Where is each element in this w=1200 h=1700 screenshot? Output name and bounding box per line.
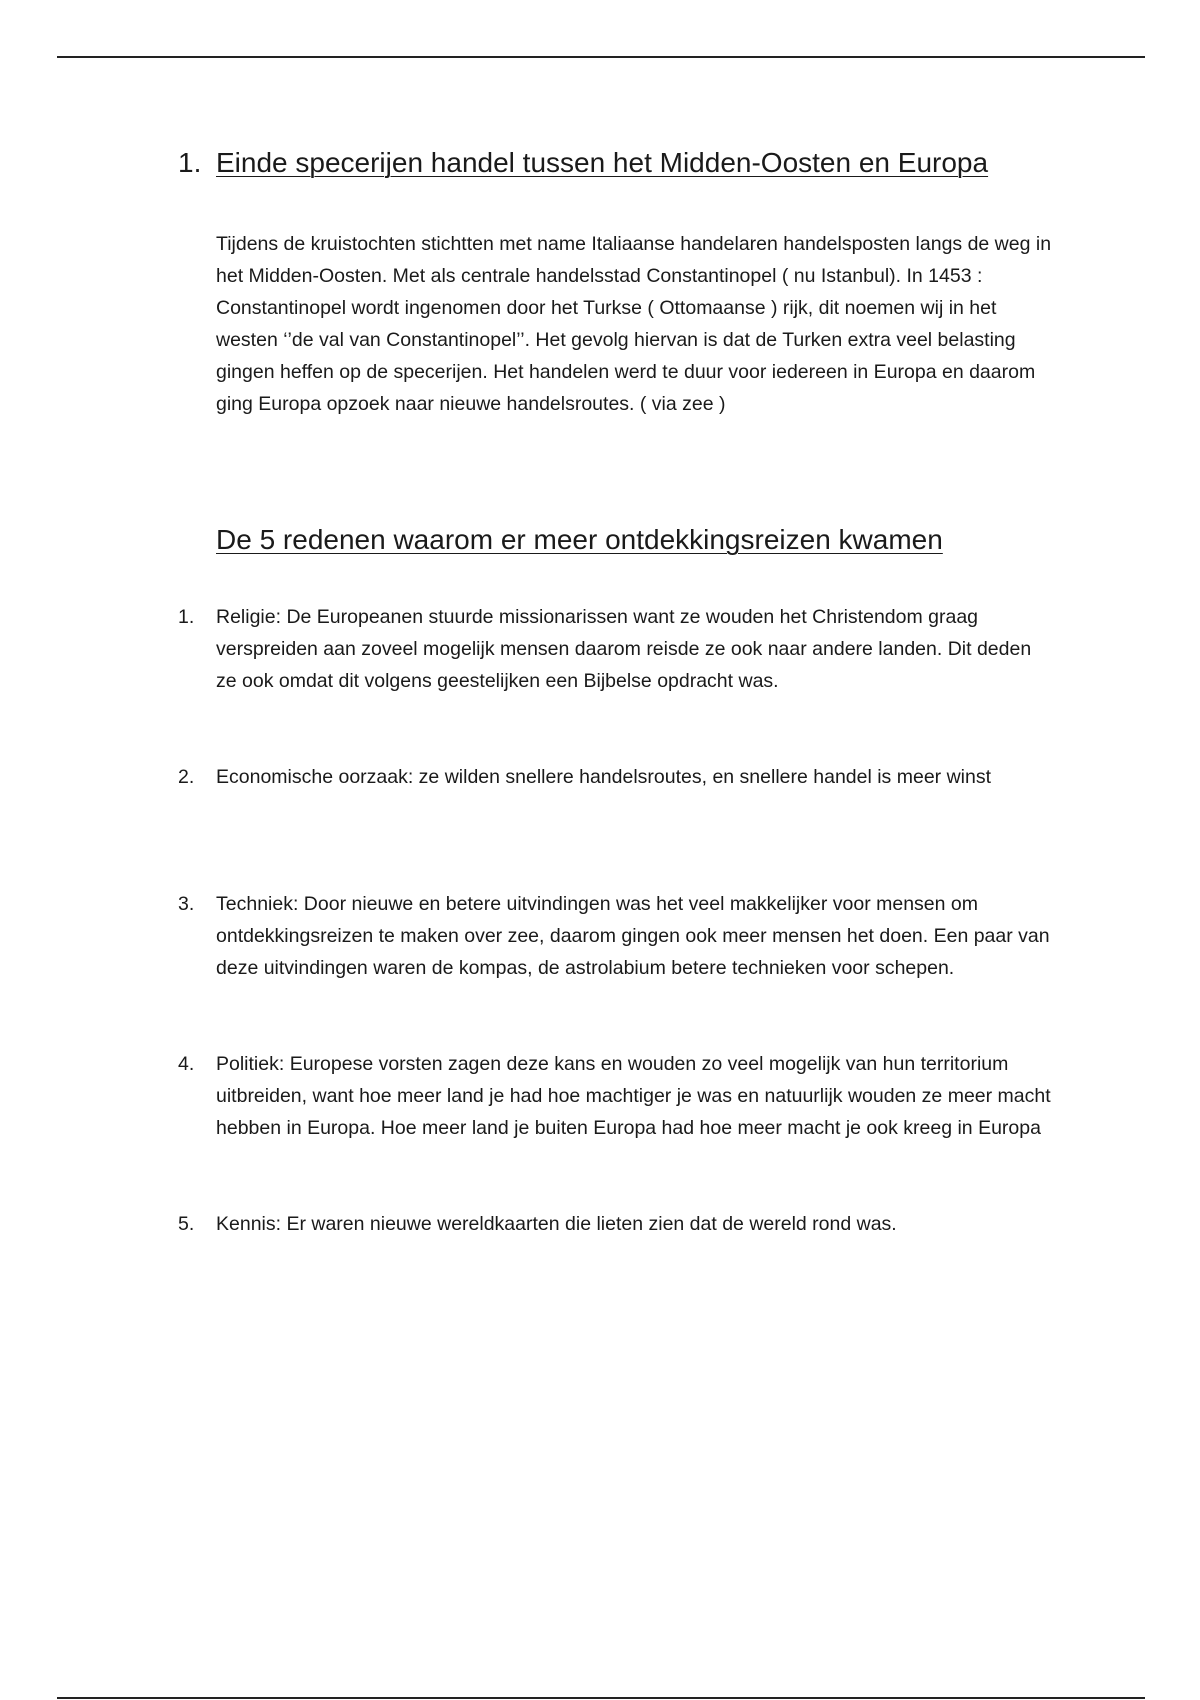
list-item-number: 1. [178,606,195,628]
top-rule [57,56,1145,58]
list-item [178,1048,1056,1144]
section-heading-2: De 5 redenen waarom er meer ontdekkingsreizen kwamen [216,524,943,555]
list-item [178,601,1056,697]
list-item-text: Religie: De Europeanen stuurde missionarissen want ze wouden het Christendom graag verspreiden aan zoveel mogelijk mensen daarom reisde ze ook naar andere landen. Dit deden ze ook omdat dit volgens geestelijken een Bijbelse opdracht was. [216,606,1032,692]
list-item-number: 5. [178,1213,195,1235]
list-item [178,888,1056,984]
list-item-number: 2. [178,766,195,788]
intro-paragraph: Tijdens de kruistochten stichtten met name Italiaanse handelaren handelsposten langs de weg in het Midden-Oosten. Met als centrale handelsstad Constantinopel ( nu Istanbul). In 1453 : Constantinopel wordt ingenomen door het Turkse ( Ottomaanse ) rijk, dit noemen wij in het westen ‘’de val van Constantinopel’’. Het gevolg hiervan is dat de Turken extra veel belasting gingen heffen op de specerijen. Het handelen werd te duur voor iedereen in Europa en daarom ging Europa opzoek naar nieuwe handelsroutes. ( via zee ) [216,233,1052,415]
list-item [178,761,1056,793]
list-item-text: Economische oorzaak: ze wilden snellere handelsroutes, en snellere handel is meer winst [216,766,992,788]
section-number: 1. [178,147,202,178]
list-item-number: 4. [178,1053,195,1075]
section-title: Einde specerijen handel tussen het Midden-Oosten en Europa [216,147,989,178]
bottom-rule [57,1697,1145,1699]
list-item-text: Kennis: Er waren nieuwe wereldkaarten die lieten zien dat de wereld rond was. [216,1213,897,1235]
list-item-text: Techniek: Door nieuwe en betere uitvindingen was het veel makkelijker voor mensen om ontdekkingsreizen te maken over zee, daarom gingen ook meer mensen het doen. Een paar van deze uitvindingen waren de kompas, de astrolabium betere technieken voor schepen. [216,893,1050,979]
list-item-text: Politiek: Europese vorsten zagen deze kans en wouden zo veel mogelijk van hun territorium uitbreiden, want hoe meer land je had hoe machtiger je was en natuurlijk wouden ze meer macht hebben in Europa. Hoe meer land je buiten Europa had hoe meer macht je ook kreeg in Europa [216,1053,1051,1139]
section-heading-1 [178,145,988,181]
list-item [178,1208,1056,1240]
list-item-number: 3. [178,893,195,915]
